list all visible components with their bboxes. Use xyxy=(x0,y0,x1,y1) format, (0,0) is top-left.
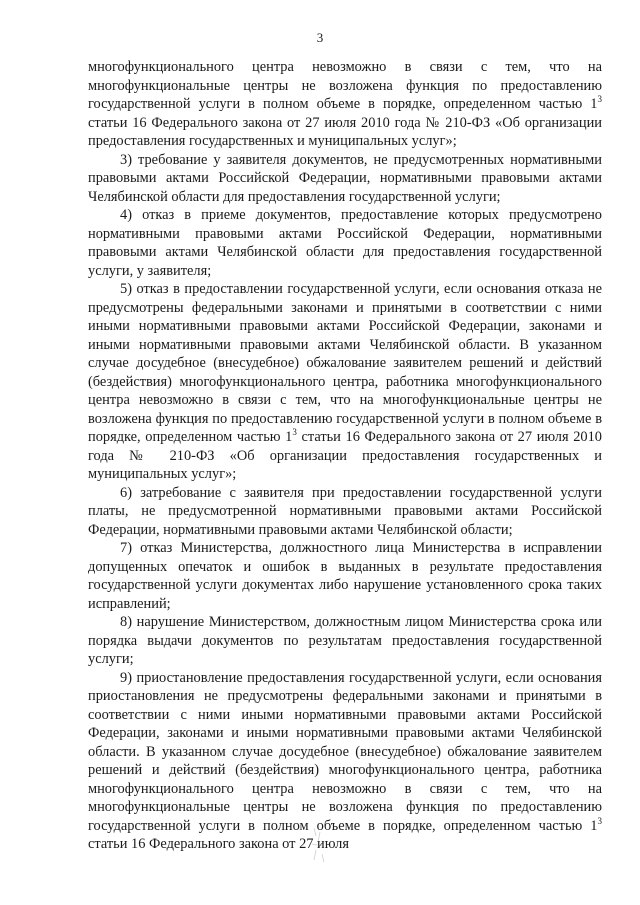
paragraph-text: многофункционального центра невозможно в связи с тем, что на многофункциональные центры не возложена функция по предоставлению государственной услуги в полном объеме в порядке, определенном частью 1 xyxy=(88,59,602,112)
paragraph xyxy=(88,484,602,540)
paragraph-text: 7) отказ Министерства, должностного лица Министерства в исправлении допущенных опечаток и ошибок в выданных в результате предоставления государственной услуги документах либо нарушение установленного срока таких исправлений; xyxy=(88,540,602,612)
paragraph xyxy=(88,206,602,280)
paragraph xyxy=(88,280,602,484)
paragraph-text: 9) приостановление предоставления государственной услуги, если основания приостановления не предусмотрены федеральными законами и принятыми в соответствии с ними иными нормативными правовыми актами Российской Федерации, законами и иными нормативными правовыми актами Челябинской области. В указанном случае досудебное (внесудебное) обжалование заявителем решений и действий (бездействия) многофункционального центра, работника многофункционального центра невозможно в связи с тем, что на многофункциональные центры не возложена функция по предоставлению государственной услуги в полном объеме в порядке, определенном частью 1 xyxy=(88,669,602,834)
paragraph-text: 4) отказ в приеме документов, предоставление которых предусмотрено нормативными правовыми актами Российской Федерации, нормативными правовыми актами Челябинской области для предоставления государственной услуги, у заявителя; xyxy=(88,207,602,279)
document-body xyxy=(88,58,602,854)
superscript: 3 xyxy=(292,427,297,437)
page-number: 3 xyxy=(316,30,324,45)
paragraph xyxy=(88,613,602,669)
paragraph xyxy=(88,539,602,613)
superscript: 3 xyxy=(597,815,602,826)
paragraph-text: 3) требование у заявителя документов, не предусмотренных нормативными правовыми актами Российской Федерации, нормативными правовыми актами Челябинской области для предоставления государственной услуги; xyxy=(88,151,602,205)
paragraph xyxy=(88,58,602,151)
paragraph xyxy=(88,151,602,207)
paragraph-text: статьи 16 Федерального закона от 27 июля 2010 года № 210-ФЗ «Об организации предоставления государственных и муниципальных услуг»; xyxy=(88,114,602,149)
paragraph-text: статьи 16 Федерального закона от 27 июля 2010 года № 210-ФЗ «Об организации предоставления государственных и муниципальных услуг»; xyxy=(88,429,602,482)
paragraph-text: 8) нарушение Министерством, должностным лицом Министерства срока или порядка выдачи документов по результатам предоставления государственной услуги; xyxy=(88,614,602,667)
scan-artifact-mark xyxy=(306,826,332,866)
superscript: 3 xyxy=(597,94,602,104)
paragraph-text: 5) отказ в предоставлении государственной услуги, если основания отказа не предусмотрены федеральными законами и принятыми в соответствии с ними иными нормативными правовыми актами Российской Федерации, законами и иными нормативными правовыми актами Челябинской области. В указанном случае досудебное (внесудебное) обжалование заявителем решений и действий (бездействия) многофункционального центра, работника многофункционального центра невозможно в связи с тем, что на многофункциональные центры не возложена функция по предоставлению государственной услуги в полном объеме в порядке, определенном частью 1 xyxy=(88,281,602,445)
paragraph xyxy=(88,669,602,854)
paragraph-text: 6) затребование с заявителя при предоставлении государственной услуги платы, не предусмотренной нормативными правовыми актами Российской Федерации, нормативными правовыми актами Челябинской области; xyxy=(88,484,602,538)
paragraph-text: статьи 16 Федерального закона от 27 июля xyxy=(88,836,349,852)
